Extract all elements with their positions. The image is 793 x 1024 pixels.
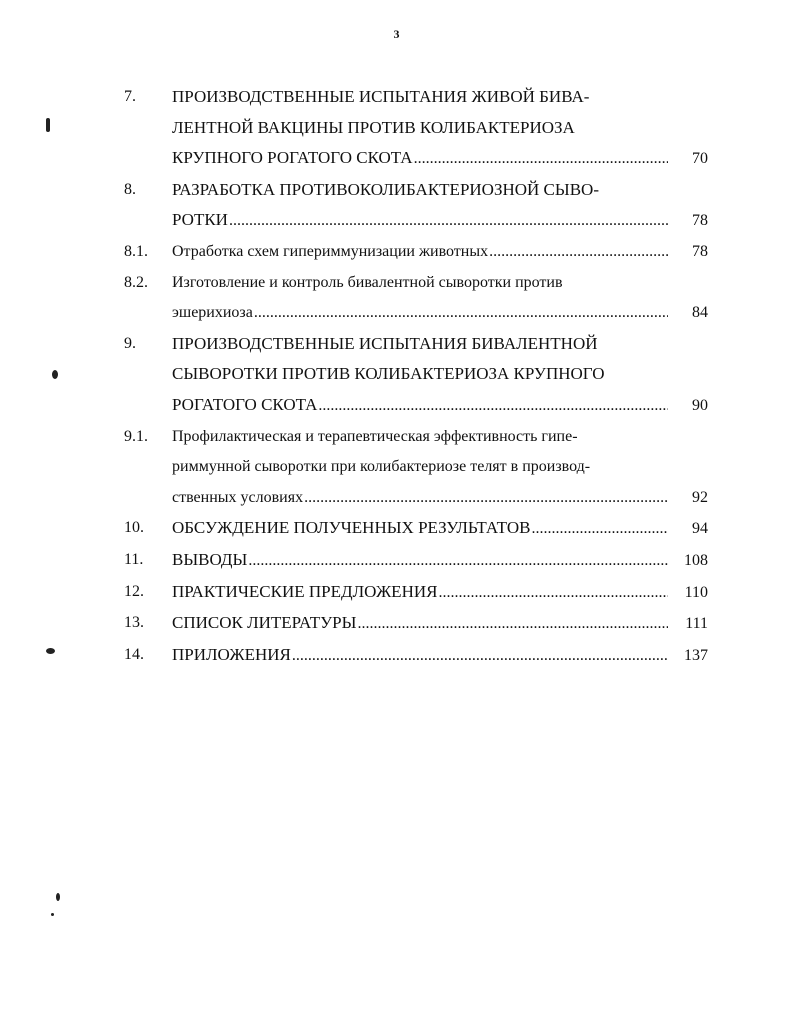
toc-entry [124,545,708,577]
toc-page-number: 108 [684,551,708,569]
toc-page-number: 110 [684,583,708,601]
table-of-contents [124,82,708,671]
toc-entry-number: 8.1. [124,242,148,260]
toc-leader-dots [531,514,668,545]
toc-entry-title: РОГАТОГО СКОТА [172,394,318,414]
toc-entry-line [172,422,708,453]
toc-entry-title: КРУПНОГО РОГАТОГО СКОТА [172,148,413,168]
toc-entry [124,422,708,514]
toc-entry-line [172,82,708,113]
toc-page-number: 78 [692,242,708,260]
toc-entry-title: ПРИЛОЖЕНИЯ [172,644,291,664]
toc-entry-line [172,298,708,329]
toc-entry-body [172,513,708,545]
toc-page-number: 137 [684,646,708,664]
toc-entry-number: 12. [124,582,144,600]
toc-entry-line [172,113,708,144]
toc-entry-body [172,329,708,422]
toc-entry-line [172,608,708,640]
toc-entry [124,268,708,329]
scan-speck [56,893,60,901]
toc-entry-body [172,422,708,514]
toc-entry-body [172,175,708,237]
toc-entry-title: Изготовление и контроль бивалентной сыворотки против [172,273,563,291]
toc-page-number: 78 [692,212,708,230]
page-number: 3 [393,27,400,41]
toc-entry-title: СПИСОК ЛИТЕРАТУРЫ [172,613,357,633]
toc-leader-dots [489,237,668,268]
toc-entry-body [172,577,708,609]
toc-entry-line [172,237,708,268]
toc-entry-title: эшерихиоза [172,304,253,322]
toc-entry-title: риммунной сыворотки при колибактериозе телят в производ- [172,458,591,476]
toc-entry-body [172,82,708,175]
toc-entry-line [172,452,708,483]
toc-entry [124,640,708,672]
toc-entry-line [172,483,708,514]
toc-entry-number: 13. [124,614,144,632]
toc-leader-dots [438,578,668,609]
toc-entry-number: 8.2. [124,273,148,291]
toc-entry-line [172,143,708,175]
toc-page-number: 94 [692,520,708,538]
toc-entry-number: 7. [124,88,136,105]
toc-page-number: 111 [685,615,708,633]
toc-entry-title: ПРОИЗВОДСТВЕННЫЕ ИСПЫТАНИЯ БИВАЛЕНТНОЙ [172,333,598,353]
toc-entry-line [172,577,708,609]
toc-entry-line [172,205,708,237]
toc-leader-dots [248,546,668,577]
toc-entry-number: 9.1. [124,427,148,445]
toc-entry-number: 11. [124,550,144,568]
toc-leader-dots [304,483,668,514]
toc-entry-body [172,640,708,672]
toc-entry [124,608,708,640]
toc-entry-line [172,268,708,299]
toc-entry-line [172,545,708,577]
toc-entry-title: РАЗРАБОТКА ПРОТИВОКОЛИБАКТЕРИОЗНОЙ СЫВО- [172,179,599,199]
toc-page-number: 92 [692,488,708,506]
toc-entry-number: 8. [124,180,136,198]
toc-entry [124,175,708,237]
toc-entry-line [172,329,708,360]
toc-page-number: 84 [692,304,708,322]
toc-entry-title: ственных условиях [172,488,304,506]
toc-leader-dots [318,391,668,422]
toc-entry-number: 9. [124,334,136,352]
toc-leader-dots [292,641,668,672]
toc-entry-title: ПРОИЗВОДСТВЕННЫЕ ИСПЫТАНИЯ ЖИВОЙ БИВА- [172,87,590,106]
toc-entry-title: ЛЕНТНОЙ ВАКЦИНЫ ПРОТИВ КОЛИБАКТЕРИОЗА [172,117,575,137]
toc-entry [124,329,708,422]
toc-entry [124,577,708,609]
toc-entry-line [172,640,708,672]
toc-entry-body [172,545,708,577]
toc-entry-body [172,608,708,640]
toc-entry-title: РОТКИ [172,210,228,230]
toc-leader-dots [229,206,668,237]
scan-speck [46,118,50,132]
toc-entry [124,237,708,268]
toc-entry-number: 10. [124,519,144,537]
toc-page-number: 90 [692,396,708,414]
toc-entry-body [172,237,708,268]
toc-leader-dots [414,144,668,175]
toc-entry-line [172,513,708,545]
toc-entry-title: ПРАКТИЧЕСКИЕ ПРЕДЛОЖЕНИЯ [172,581,438,601]
toc-entry-title: ВЫВОДЫ [172,549,248,569]
toc-entry-title: Отработка схем гипериммунизации животных [172,242,489,260]
toc-entry-title: Профилактическая и терапевтическая эффективность гипе- [172,427,578,445]
scan-speck [52,370,58,379]
scan-speck [46,648,55,654]
toc-entry-line [172,175,708,206]
toc-entry [124,513,708,545]
toc-entry [124,82,708,175]
toc-entry-line [172,390,708,422]
toc-leader-dots [254,298,668,329]
toc-entry-body [172,268,708,329]
toc-entry-title: СЫВОРОТКИ ПРОТИВ КОЛИБАКТЕРИОЗА КРУПНОГО [172,364,605,384]
toc-page-number: 70 [692,150,708,168]
scan-speck [51,913,54,916]
toc-leader-dots [357,609,668,640]
toc-entry-title: ОБСУЖДЕНИЕ ПОЛУЧЕННЫХ РЕЗУЛЬТАТОВ [172,518,531,538]
toc-entry-line [172,359,708,390]
toc-entry-number: 14. [124,645,144,663]
